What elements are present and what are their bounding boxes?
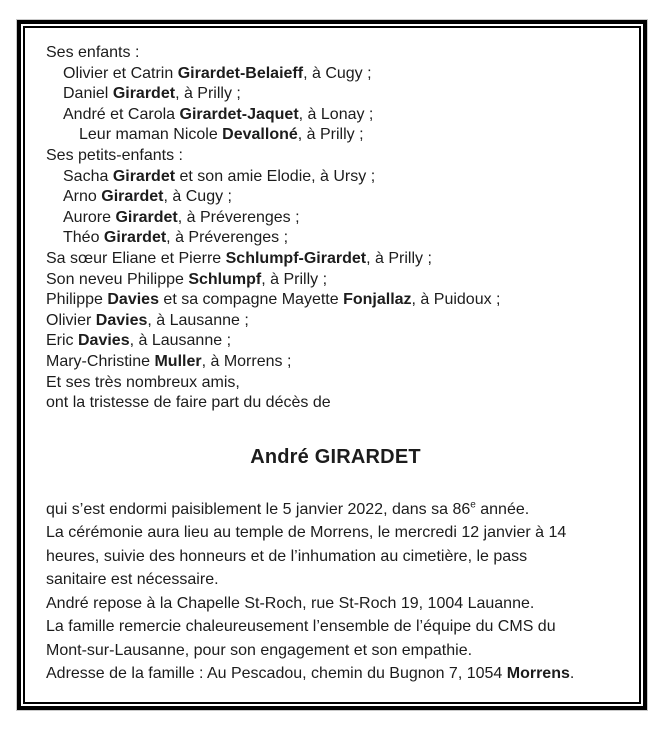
text-segment: Mary-Christine <box>46 352 155 370</box>
family-line <box>46 208 625 229</box>
family-line <box>46 84 625 105</box>
superscript-segment: e <box>470 499 476 511</box>
text-segment: , à Lausanne ; <box>147 311 249 329</box>
bold-name-segment: Girardet <box>103 229 167 247</box>
family-line <box>46 146 625 167</box>
text-segment: , à Prilly ; <box>366 249 432 267</box>
bold-name-segment: Girardet <box>112 85 176 103</box>
detail-line <box>46 521 625 545</box>
family-line <box>46 105 625 126</box>
text-segment: Et ses très nombreux amis, <box>46 373 240 391</box>
family-line <box>46 352 625 373</box>
text-segment: heures, suivie des honneurs et de l’inhumation au cimetière, le pass <box>46 547 528 565</box>
text-segment: et son amie Elodie, à Ursy ; <box>175 167 376 185</box>
text-segment: Daniel <box>63 85 113 103</box>
family-line <box>46 228 625 249</box>
bold-name-segment: Muller <box>154 352 202 370</box>
family-line <box>46 125 625 146</box>
text-segment: Ses enfants : <box>46 44 140 61</box>
bold-name-segment: Fonjallaz <box>343 291 412 309</box>
text-segment: , à Préverenges ; <box>177 208 300 226</box>
family-line <box>46 393 625 414</box>
family-line <box>46 187 625 208</box>
text-segment: , à Préverenges ; <box>166 229 289 247</box>
text-segment: sanitaire est nécessaire. <box>46 571 219 589</box>
text-segment: , à Lonay ; <box>298 105 374 123</box>
text-segment: Son neveu Philippe <box>46 270 189 288</box>
detail-line <box>46 615 625 639</box>
bold-name-segment: Girardet <box>112 167 176 185</box>
text-segment: La cérémonie aura lieu au temple de Morrens, le mercredi 12 janvier à 14 <box>46 524 567 542</box>
text-segment: . <box>569 665 575 683</box>
family-line <box>46 290 625 311</box>
detail-line <box>46 662 625 686</box>
bold-name-segment: Schlumpf <box>188 270 262 288</box>
text-segment: Sa sœur Eliane et Pierre <box>46 249 226 267</box>
text-segment: Adresse de la famille : Au Pescadou, chemin du Bugnon 7, 1054 <box>46 665 507 683</box>
bold-name-segment: Girardet-Belaieff <box>177 64 304 82</box>
funeral-details <box>46 498 625 686</box>
family-line <box>46 249 625 270</box>
text-segment: , à Prilly ; <box>261 270 328 288</box>
family-line <box>46 270 625 291</box>
deceased-name: André GIRARDET <box>250 445 421 468</box>
family-line <box>46 373 625 394</box>
text-segment: , à Cugy ; <box>163 188 232 206</box>
text-segment: André repose à la Chapelle St-Roch, rue St-Roch 19, 1004 Lauanne. <box>46 594 535 612</box>
detail-line <box>46 498 625 522</box>
text-segment: , à Prilly ; <box>175 85 241 103</box>
bold-name-segment: Devalloné <box>222 126 298 144</box>
bold-name-segment: Davies <box>78 332 130 350</box>
text-segment: André et Carola <box>63 105 180 123</box>
bold-name-segment: Morrens <box>506 665 570 683</box>
detail-line <box>46 592 625 616</box>
text-segment: Aurore <box>63 208 116 226</box>
detail-line <box>46 639 625 663</box>
text-segment: Eric <box>46 332 78 350</box>
text-segment: Sacha <box>63 167 113 185</box>
bold-name-segment: Girardet <box>115 208 178 226</box>
text-segment: , à Cugy ; <box>303 64 372 82</box>
text-segment: Arno <box>63 188 102 206</box>
text-segment: Olivier et Catrin <box>63 64 178 82</box>
text-segment: et sa compagne Mayette <box>158 291 344 309</box>
family-line <box>46 167 625 188</box>
detail-line <box>46 568 625 592</box>
bold-name-segment: Girardet-Jaquet <box>179 105 299 123</box>
family-line <box>46 311 625 332</box>
text-segment: , à Puidoux ; <box>411 291 501 309</box>
text-segment: Théo <box>63 229 104 247</box>
text-segment: Olivier <box>46 311 96 329</box>
text-segment: , à Prilly ; <box>297 126 364 144</box>
text-segment: , à Lausanne ; <box>129 332 232 350</box>
detail-line <box>46 545 625 569</box>
bold-name-segment: Davies <box>95 311 148 329</box>
family-line <box>46 43 625 64</box>
family-line <box>46 64 625 85</box>
text-segment: Philippe <box>46 291 108 309</box>
text-segment: Leur maman Nicole <box>79 126 223 144</box>
notice-outer-border <box>17 20 647 710</box>
text-segment: Ses petits-enfants : <box>46 146 183 164</box>
text-segment: ont la tristesse de faire part du décès de <box>46 394 331 412</box>
family-list <box>46 43 625 414</box>
text-segment: La famille remercie chaleureusement l’ensemble de l’équipe du CMS du <box>46 618 556 636</box>
text-segment: qui s’est endormi paisiblement le 5 janvier 2022, dans sa 86 <box>46 500 471 518</box>
bold-name-segment: Davies <box>107 291 159 309</box>
bold-name-segment: Girardet <box>101 188 164 206</box>
text-segment: année. <box>475 500 530 518</box>
text-segment: , à Morrens ; <box>201 352 292 370</box>
bold-name-segment: Schlumpf-Girardet <box>225 249 367 267</box>
text-segment: Mont-sur-Lausanne, pour son engagement et son empathie. <box>46 641 473 659</box>
notice-inner-border <box>23 26 641 704</box>
family-line <box>46 331 625 352</box>
